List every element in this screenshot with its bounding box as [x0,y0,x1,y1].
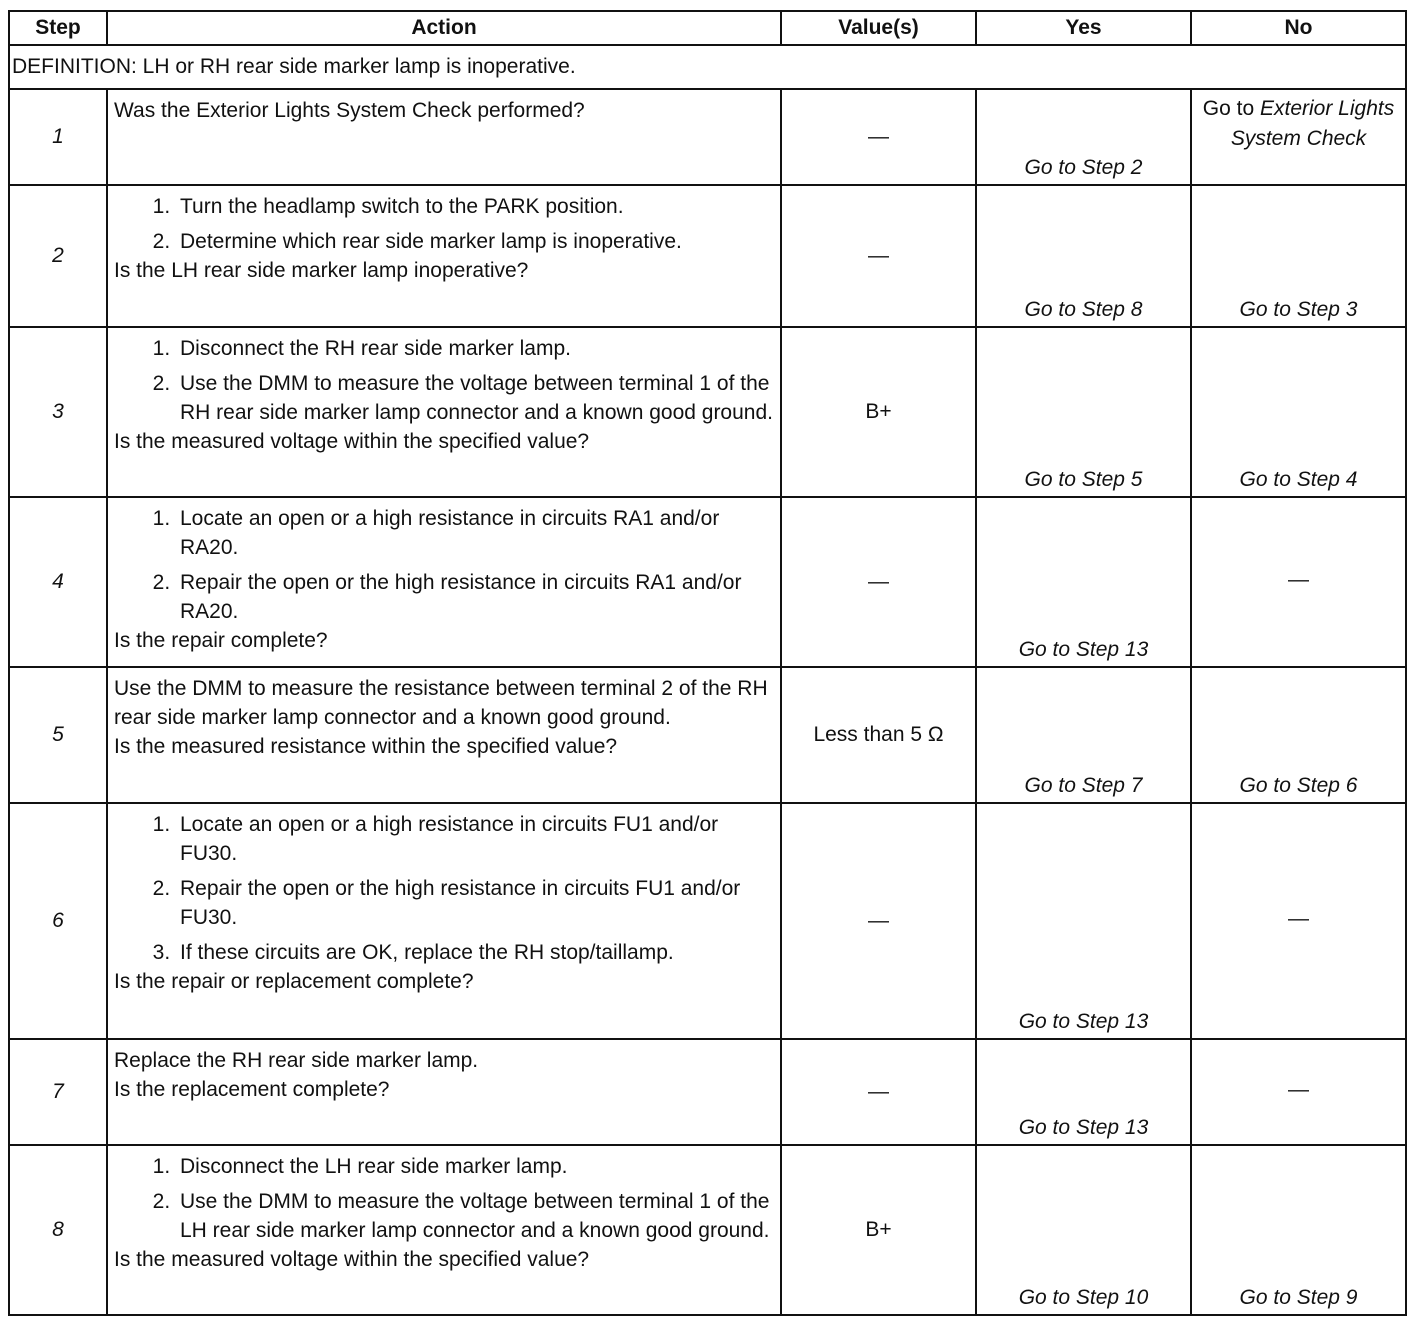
action-cell [107,1145,781,1315]
yes-cell: Go to Step 13 [976,1039,1191,1145]
no-cell: Go to Step 9 [1191,1145,1406,1315]
no-prefix: Go to [1202,97,1260,120]
no-cell: — [1191,803,1406,1039]
no-link-text: Exterior Lights System Check [1230,97,1395,150]
step-number: 2 [9,185,107,327]
value-cell: B+ [781,327,976,497]
action-step-item: 2. Use the DMM to measure the voltage between terminal 1 of the RH rear side marker lamp connector and a known good ground. [176,369,776,427]
value-cell: Less than 5 Ω [781,667,976,803]
action-steps [114,334,776,427]
action-cell [107,667,781,803]
action-steps [114,504,776,626]
definition-row [9,45,1406,89]
action-step-item: 2. Determine which rear side marker lamp is inoperative. [176,227,776,256]
table-row [9,803,1406,1039]
action-question: Is the LH rear side marker lamp inoperative? [114,259,529,282]
value-cell: — [781,1039,976,1145]
action-step-item: 1. Locate an open or a high resistance in circuits FU1 and/or FU30. [176,810,776,868]
yes-cell: Go to Step 13 [976,803,1191,1039]
action-question: Is the measured resistance within the specified value? [114,735,618,758]
action-steps [114,810,776,967]
no-cell [1191,89,1406,185]
header-action: Action [107,11,781,45]
action-steps [114,1152,776,1245]
action-cell [107,89,781,185]
value-cell: — [781,89,976,185]
step-number: 7 [9,1039,107,1145]
no-cell: Go to Step 4 [1191,327,1406,497]
header-values: Value(s) [781,11,976,45]
diagnostic-table [8,10,1407,1316]
header-row [9,11,1406,45]
table-row [9,89,1406,185]
no-cell: — [1191,497,1406,667]
action-question: Is the repair complete? [114,629,328,652]
yes-cell: Go to Step 7 [976,667,1191,803]
value-cell: — [781,497,976,667]
step-number: 6 [9,803,107,1039]
table-row [9,667,1406,803]
value-cell: — [781,803,976,1039]
action-question: Is the measured voltage within the specified value? [114,1248,590,1271]
action-step-item: 1. Disconnect the LH rear side marker lamp. [176,1152,776,1181]
table-row [9,1039,1406,1145]
action-cell [107,327,781,497]
step-number: 3 [9,327,107,497]
action-cell [107,185,781,327]
header-yes: Yes [976,11,1191,45]
action-cell [107,803,781,1039]
step-number: 5 [9,667,107,803]
no-cell: Go to Step 3 [1191,185,1406,327]
step-number: 1 [9,89,107,185]
action-intro: Use the DMM to measure the resistance between terminal 2 of the RH rear side marker lamp connector and a known good ground. [114,677,768,729]
step-number: 8 [9,1145,107,1315]
yes-cell: Go to Step 10 [976,1145,1191,1315]
table-row [9,327,1406,497]
action-question: Is the measured voltage within the specified value? [114,430,590,453]
yes-cell: Go to Step 13 [976,497,1191,667]
table-row [9,497,1406,667]
header-no: No [1191,11,1406,45]
action-step-item: 2. Repair the open or the high resistance in circuits FU1 and/or FU30. [176,874,776,932]
action-cell [107,497,781,667]
yes-cell: Go to Step 5 [976,327,1191,497]
value-cell: — [781,185,976,327]
action-intro: Replace the RH rear side marker lamp. [114,1049,479,1072]
header-step: Step [9,11,107,45]
value-cell: B+ [781,1145,976,1315]
yes-cell: Go to Step 8 [976,185,1191,327]
table-row [9,1145,1406,1315]
action-step-item: 1. Disconnect the RH rear side marker lamp. [176,334,776,363]
action-step-item: 1. Turn the headlamp switch to the PARK position. [176,192,776,221]
action-question: Is the replacement complete? [114,1078,390,1101]
no-cell: — [1191,1039,1406,1145]
yes-cell: Go to Step 2 [976,89,1191,185]
action-step-item: 1. Locate an open or a high resistance in circuits RA1 and/or RA20. [176,504,776,562]
action-step-item: 2. Repair the open or the high resistance in circuits RA1 and/or RA20. [176,568,776,626]
action-question: Is the repair or replacement complete? [114,970,474,993]
table-row [9,185,1406,327]
action-question: Was the Exterior Lights System Check performed? [114,99,585,122]
step-number: 4 [9,497,107,667]
action-step-item: 3. If these circuits are OK, replace the RH stop/taillamp. [176,938,776,967]
action-cell [107,1039,781,1145]
action-steps [114,192,776,256]
definition-text: DEFINITION: LH or RH rear side marker lamp is inoperative. [9,45,1406,89]
no-cell: Go to Step 6 [1191,667,1406,803]
action-step-item: 2. Use the DMM to measure the voltage between terminal 1 of the LH rear side marker lamp connector and a known good ground. [176,1187,776,1245]
